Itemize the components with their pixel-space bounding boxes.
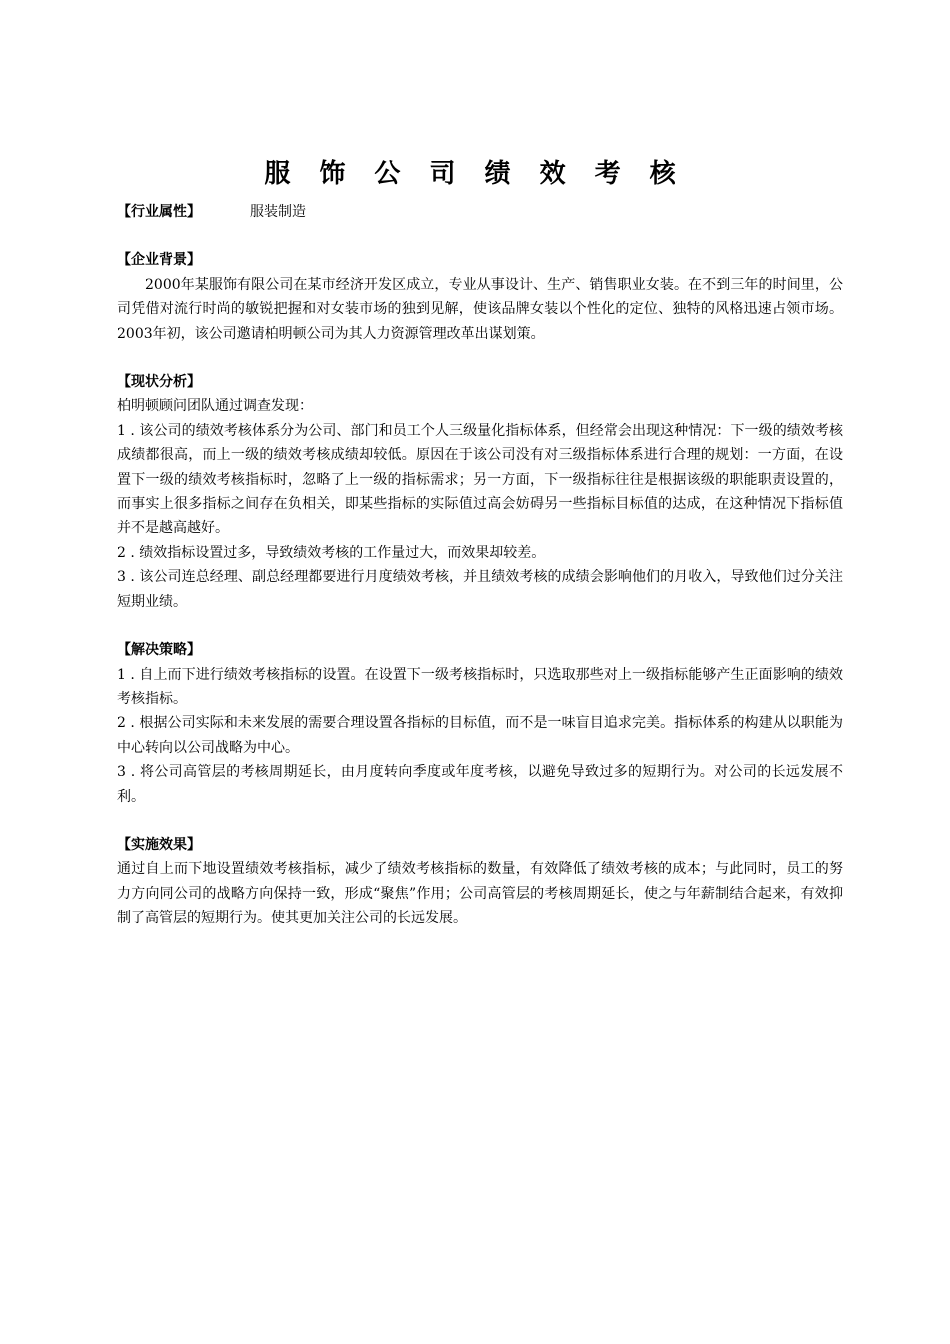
effect-paragraph: 通过自上而下地设置绩效考核指标，减少了绩效考核指标的数量，有效降低了绩效考核的成本；与此同时，员工的努力方向同公司的战略方向保持一致，形成“聚焦”作用；公司高管层的考核周期延长，使之与年薪制结合起来，有效抑制了高管层的短期行为。使其更加关注公司的长远发展。 — [117, 861, 843, 927]
analysis-intro: 柏明顿顾问团队通过调查发现： — [117, 398, 313, 415]
document-body — [117, 200, 843, 931]
effect-heading: 【实施效果】 — [117, 836, 201, 853]
industry-value: 服装制造 — [250, 204, 306, 220]
industry-label: 【行业属性】 — [117, 204, 201, 220]
analysis-item-1: 1 . 该公司的绩效考核体系分为公司、部门和员工个人三级量化指标体系，但经常会出现这种情况：下一级的绩效考核成绩都很高，而上一级的绩效考核成绩却较低。原因在于该公司没有对三级指标体系进行合理的规划：一方面，在设置下一级的绩效考核指标时，忽略了上一级的指标需求；另一方面，下一级指标往往是根据该级的职能职责设置的，而事实上很多指标之间存在负相关，即某些指标的实际值过高会妨碍另一些指标目标值的达成，在这种情况下指标值并不是越高越好。 — [117, 422, 843, 537]
industry-row — [117, 200, 843, 224]
effect-section — [117, 833, 843, 931]
strategy-heading: 【解决策略】 — [117, 642, 201, 659]
strategy-item-3: 3 . 将公司高管层的考核周期延长，由月度转向季度或年度考核，以避免导致过多的短期行为。对公司的长远发展不利。 — [117, 764, 843, 805]
strategy-item-1: 1 . 自上而下进行绩效考核指标的设置。在设置下一级考核指标时，只选取那些对上一级指标能够产生正面影响的绩效考核指标。 — [117, 666, 843, 707]
background-paragraph: 2000年某服饰有限公司在某市经济开发区成立，专业从事设计、生产、销售职业女装。在不到三年的时间里，公司凭借对流行时尚的敏锐把握和对女装市场的独到见解，使该品牌女装以个性化的定位、独特的风格迅速占领市场。2003年初，该公司邀请柏明顿公司为其人力资源管理改革出谋划策。 — [117, 276, 843, 342]
strategy-section — [117, 638, 843, 809]
analysis-heading: 【现状分析】 — [117, 374, 201, 391]
background-section — [117, 248, 843, 346]
strategy-item-2: 2 . 根据公司实际和未来发展的需要合理设置各指标的目标值，而不是一味盲目追求完美。指标体系的构建从以职能为中心转向以公司战略为中心。 — [117, 715, 843, 756]
analysis-item-2: 2 . 绩效指标设置过多，导致绩效考核的工作量过大，而效果却较差。 — [117, 544, 546, 561]
analysis-item-3: 3 . 该公司连总经理、副总经理都要进行月度绩效考核，并且绩效考核的成绩会影响他们的月收入，导致他们过分关注短期业绩。 — [117, 569, 843, 610]
analysis-section — [117, 370, 843, 614]
background-heading: 【企业背景】 — [117, 252, 201, 269]
document-title: 服 饰 公 司 绩 效 考 核 — [264, 159, 686, 189]
